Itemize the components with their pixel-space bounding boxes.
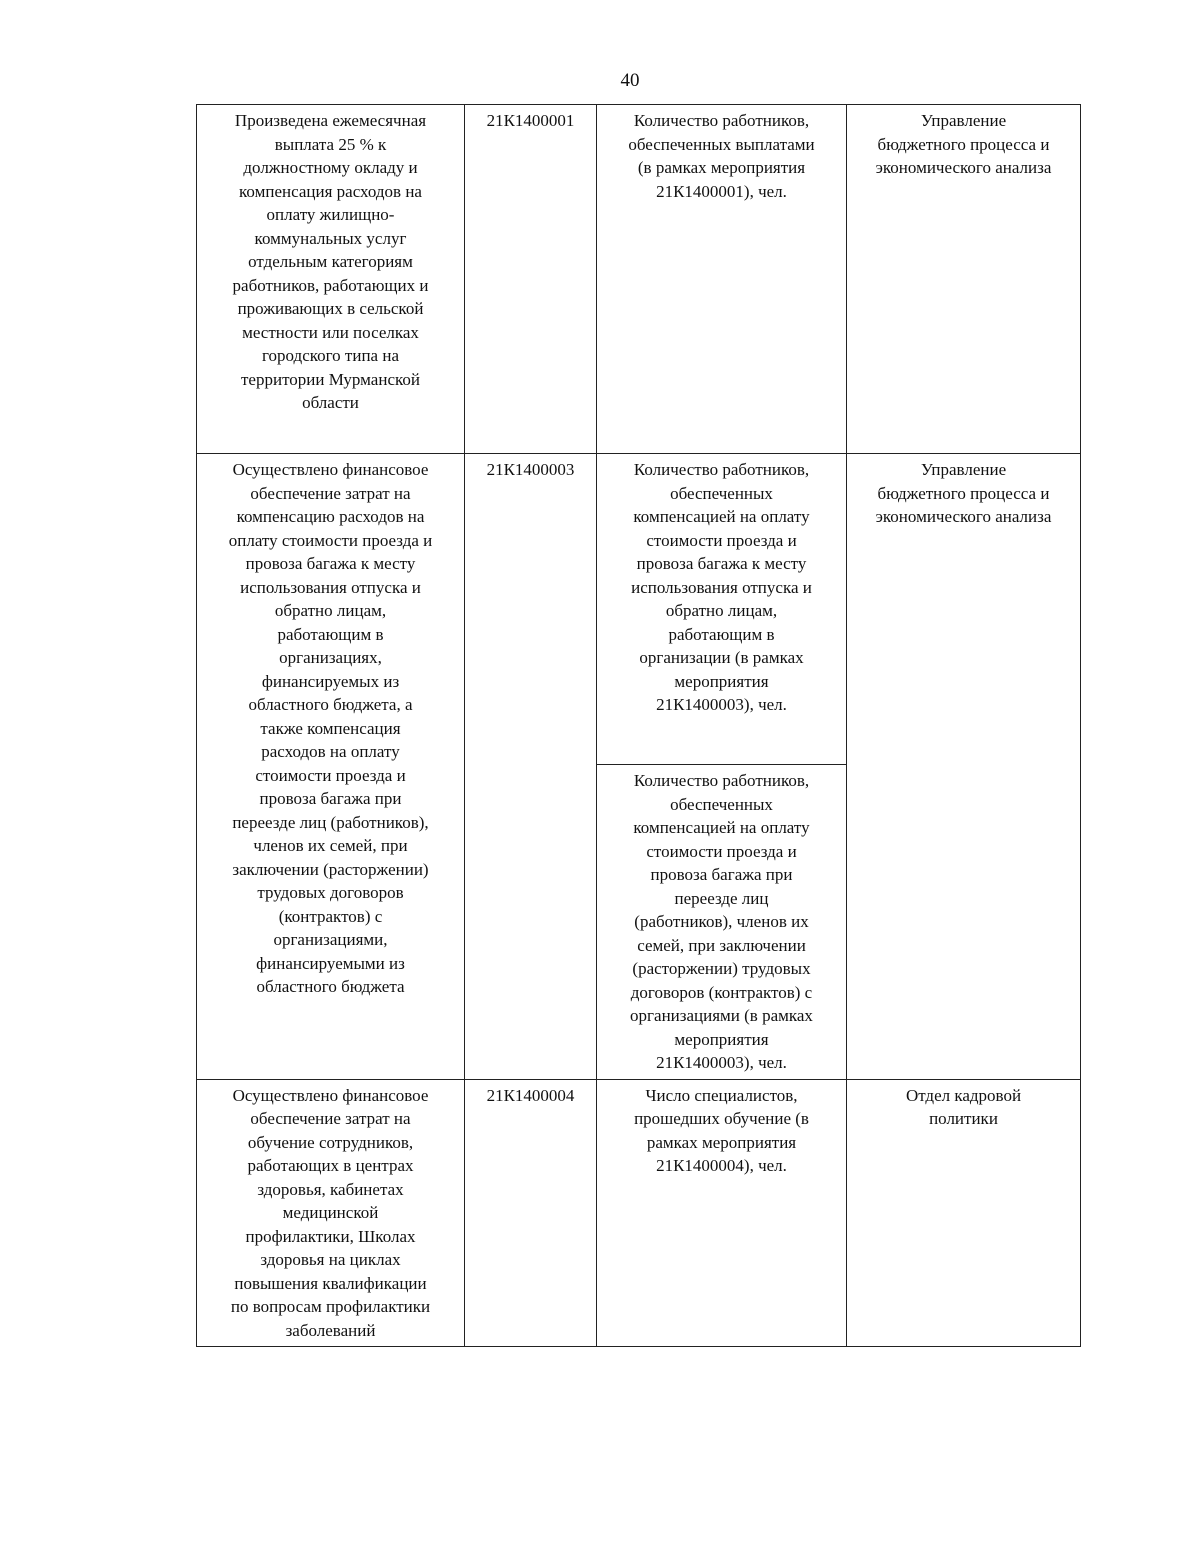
table-row — [197, 105, 1081, 454]
code-cell: 21К1400001 — [465, 105, 597, 454]
result-cell: Произведена ежемесячная выплата 25 % к должностному окладу и компенсация расходов на оплату жилищно- коммунальных услуг отдельным категориям работников, работающих и проживающих в сельской местности или поселках городского типа на территории Мурманской области — [197, 105, 465, 454]
measures-table — [196, 104, 1081, 1347]
responsible-cell: Управление бюджетного процесса и экономического анализа — [847, 454, 1081, 1080]
table-row — [197, 1079, 1081, 1347]
result-cell: Осуществлено финансовое обеспечение затрат на компенсацию расходов на оплату стоимости проезда и провоза багажа к месту использования отпуска и обратно лицам, работающим в организациях, финансируемых из областного бюджета, а также компенсация расходов на оплату стоимости проезда и провоза багажа при переезде лиц (работников), членов их семей, при заключении (расторжении) трудовых договоров (контрактов) с организациями, финансируемыми из областного бюджета — [197, 454, 465, 1080]
indicator-cell: Количество работников, обеспеченных компенсацией на оплату стоимости проезда и провоза багажа к месту использования отпуска и обратно лицам, работающим в организации (в рамках мероприятия 21К1400003), чел. — [597, 454, 847, 765]
responsible-cell: Управление бюджетного процесса и экономического анализа — [847, 105, 1081, 454]
indicator-cell: Число специалистов, прошедших обучение (в рамках мероприятия 21К1400004), чел. — [597, 1079, 847, 1347]
indicator-cell: Количество работников, обеспеченных выплатами (в рамках мероприятия 21К1400001), чел. — [597, 105, 847, 454]
responsible-cell: Отдел кадровой политики — [847, 1079, 1081, 1347]
code-cell: 21К1400003 — [465, 454, 597, 1080]
page-number: 40 — [620, 70, 640, 91]
result-cell: Осуществлено финансовое обеспечение затрат на обучение сотрудников, работающих в центрах здоровья, кабинетах медицинской профилактики, Школах здоровья на циклах повышения квалификации по вопросам профилактики заболеваний — [197, 1079, 465, 1347]
indicator-cell: Количество работников, обеспеченных компенсацией на оплату стоимости проезда и провоза багажа при переезде лиц (работников), членов их семей, при заключении (расторжении) трудовых договоров (контрактов) с организациями (в рамках мероприятия 21К1400003), чел. — [597, 765, 847, 1080]
code-cell: 21К1400004 — [465, 1079, 597, 1347]
table-row — [197, 454, 1081, 765]
